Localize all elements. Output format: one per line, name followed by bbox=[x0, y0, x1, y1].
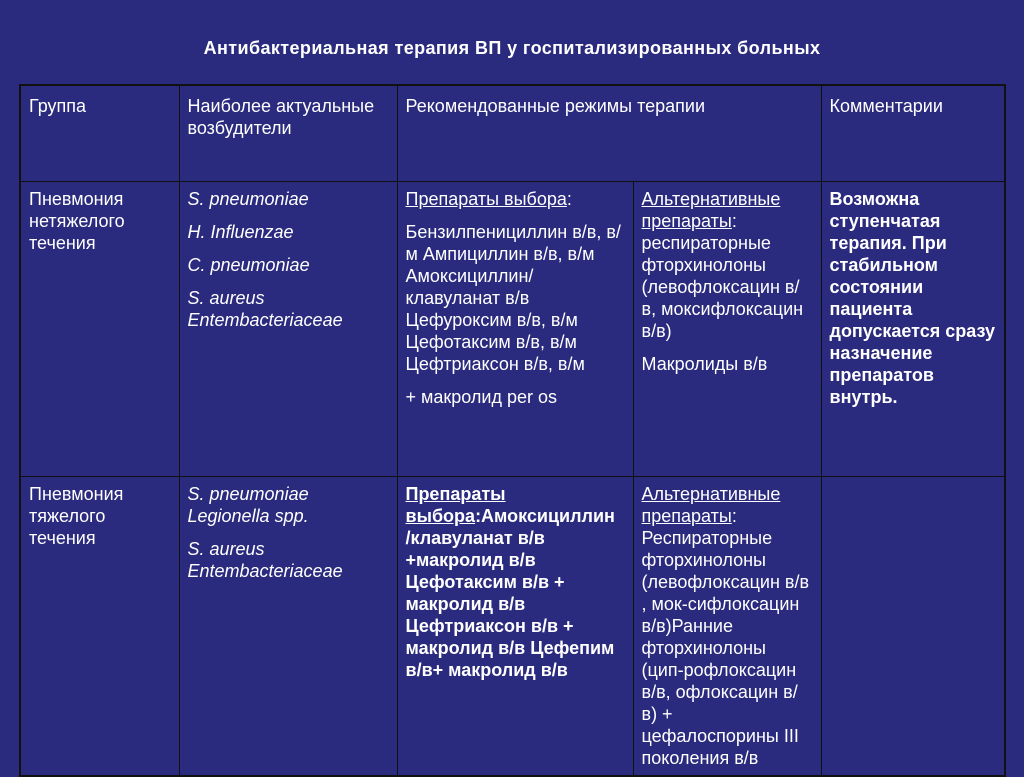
pathogens-cell bbox=[179, 182, 397, 477]
preferred-heading bbox=[406, 188, 625, 210]
preferred-label: Препараты выбора bbox=[405, 189, 567, 209]
alt-extra: Макролиды в/в bbox=[641, 354, 768, 374]
pathogen: C. pneumoniae bbox=[187, 255, 310, 275]
alt-text: респираторные фторхинолоны (левофлоксацин в/в, моксифлоксацин в/в) bbox=[641, 233, 804, 341]
alternative-regimen-cell bbox=[633, 182, 821, 477]
pathogen: S. pneumoniae bbox=[187, 189, 309, 209]
preferred-regimen-cell bbox=[397, 477, 633, 777]
header-group: Группа bbox=[20, 85, 179, 182]
preferred-extra: + макролид per os bbox=[405, 387, 557, 407]
preferred-text: :Амоксициллин /клавуланат в/в +макролид в/в Цефотаксим в/в + макролид в/в Цефтриаксон в/в + макролид в/в Цефепим в/в+ макролид в/в bbox=[405, 506, 615, 680]
alt-label: Альтернативные препараты bbox=[641, 189, 781, 231]
header-comments: Комментарии bbox=[821, 85, 1005, 182]
therapy-table bbox=[19, 84, 1006, 777]
preferred-colon: : bbox=[566, 189, 572, 209]
pathogens-cell bbox=[179, 477, 397, 777]
alternative-regimen-cell bbox=[633, 477, 821, 777]
preferred-label: Препараты выбора bbox=[405, 484, 506, 526]
header-pathogens: Наиболее актуальные возбудители bbox=[179, 85, 397, 182]
pathogen: S. pneumoniae Legionella spp. bbox=[187, 484, 309, 526]
group-cell: Пневмония тяжелого течения bbox=[20, 477, 179, 777]
preferred-regimen-cell bbox=[397, 182, 633, 477]
alt-label: Альтернативные препараты bbox=[641, 484, 781, 526]
table-row bbox=[20, 477, 1005, 777]
pathogen: H. Influenzae bbox=[187, 222, 294, 242]
pathogen: S. aureus Entembacteriaceae bbox=[187, 539, 343, 581]
header-regimens: Рекомендованные режимы терапии bbox=[397, 85, 821, 182]
pathogen: S. aureus Entembacteriaceae bbox=[187, 288, 343, 330]
comment-cell: Возможна ступенчатая терапия. При стабильном состоянии пациента допускается сразу назначение препаратов внутрь. bbox=[821, 182, 1005, 477]
table-header-row bbox=[20, 85, 1005, 182]
alt-colon: : bbox=[731, 506, 737, 526]
group-cell: Пневмония нетяжелого течения bbox=[20, 182, 179, 477]
alt-text: Респираторные фторхинолоны (левофлоксацин в/в , мок-сифлоксацин в/в)Ранние фторхинолоны (цип-рофлоксацин в/в, офлоксацин в/в) + цефалоспорины III поколения в/в bbox=[641, 528, 810, 768]
preferred-text: Бензилпенициллин в/в, в/м Ампициллин в/в, в/м Амоксициллин/клавуланат в/в Цефуроксим в/в, в/м Цефотаксим в/в, в/м Цефтриаксон в/в, в/м bbox=[405, 222, 621, 374]
table-row bbox=[20, 182, 1005, 477]
alt-colon: : bbox=[731, 211, 737, 231]
comment-cell bbox=[821, 477, 1005, 777]
alt-heading bbox=[642, 188, 813, 232]
slide-title: Антибактериальная терапия ВП у госпитализированных больных bbox=[203, 38, 821, 58]
